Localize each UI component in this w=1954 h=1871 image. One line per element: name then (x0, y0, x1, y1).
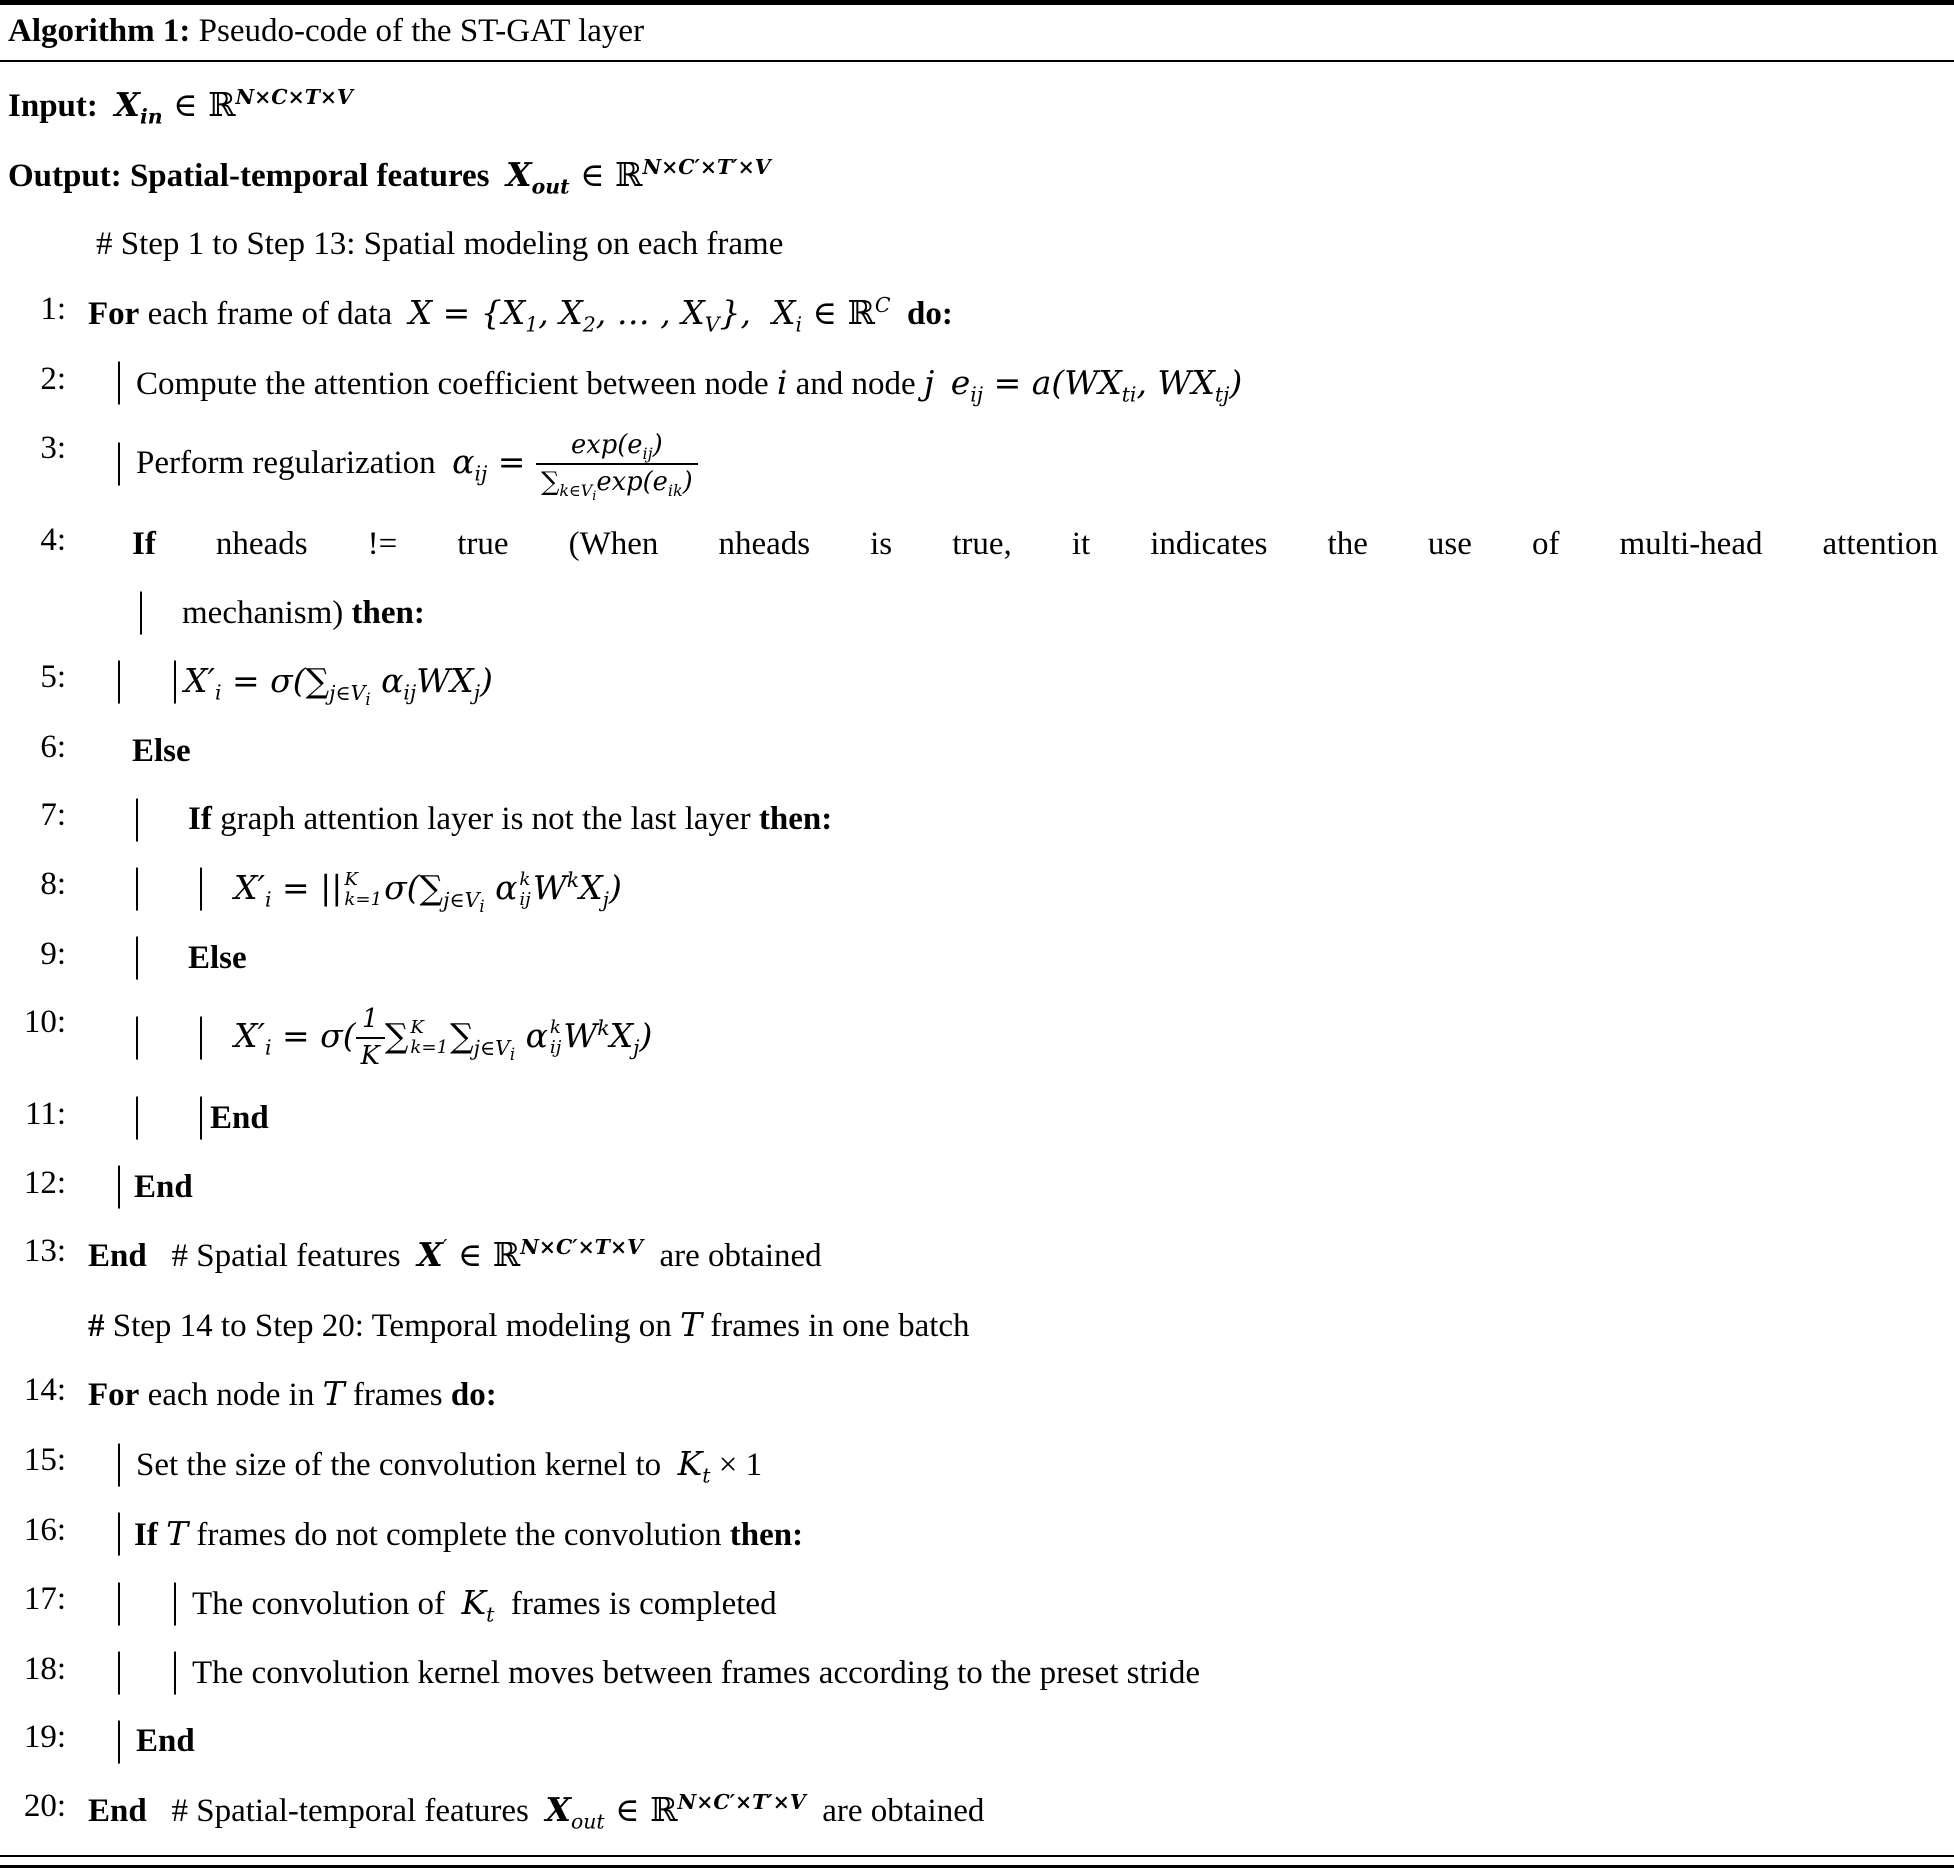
line-text: End # Spatial-temporal features $X_{out}$ ∈ ℝ$^{N\times C'\times T'\times V}$ are obtained (88, 1790, 985, 1834)
line-text: The convolution kernel moves between frames according to the preset stride (192, 1654, 1200, 1691)
line-number: 4: (40, 521, 66, 558)
algo-line (0, 1367, 1954, 1423)
bottom-rule-thick (0, 1865, 1954, 1868)
algorithm-title-text: Pseudo-code of the ST-GAT layer (190, 13, 645, 49)
line-content (88, 1788, 1938, 1834)
line-number: 12: (23, 1164, 66, 1201)
line-content (88, 1372, 1938, 1418)
scope-bar (118, 1720, 120, 1763)
scope-bar (174, 1652, 176, 1695)
line-number: 19: (23, 1719, 66, 1756)
algo-line (0, 586, 1954, 641)
line-content (88, 797, 1938, 842)
line-content (88, 1096, 1938, 1141)
line-content (88, 936, 1938, 981)
line-text: Else (132, 732, 191, 769)
line-content (88, 1512, 1938, 1558)
algo-line (0, 792, 1954, 847)
line-number: 13: (23, 1233, 66, 1270)
scope-bar (118, 1583, 120, 1626)
scope-bar (174, 1583, 176, 1626)
scope-bar (140, 591, 142, 634)
line-text: Perform regularization $\alpha_{ij}$ = $\frac{\exp(e_{ij})}{\sum_{k\in V_i}\exp(e_{ik})}$ (88, 430, 1938, 498)
line-text: Compute the attention coefficient between node i and node j $e_{ij} = a(WX_{ti}$, $WX_{tj}$) (136, 362, 1243, 407)
algo-line (0, 78, 1954, 134)
line-number: 8: (40, 865, 66, 902)
algorithm-title-label: Algorithm 1: (8, 13, 191, 49)
line-number: 11: (25, 1096, 66, 1132)
algo-line (0, 1298, 1954, 1354)
algo-line (0, 999, 1954, 1077)
line-text: Set the size of the convolution kernel to $K_t \times 1$ (136, 1444, 763, 1488)
line-number: 15: (23, 1442, 66, 1479)
algo-line (0, 1437, 1954, 1493)
algo-line (0, 931, 1954, 986)
line-content (8, 83, 1938, 129)
algo-line (0, 1646, 1954, 1701)
algo-line (0, 1714, 1954, 1769)
line-number: 10: (23, 1004, 66, 1041)
scope-bar (118, 1513, 120, 1556)
scope-bar (200, 867, 202, 910)
line-text: If T frames do not complete the convolution then: (134, 1513, 804, 1553)
line-content (88, 222, 1938, 267)
scope-bar (136, 867, 138, 910)
scope-bar (118, 660, 120, 703)
algo-line (0, 654, 1954, 710)
algo-line (0, 1160, 1954, 1215)
algorithm-title (0, 5, 1954, 62)
scope-bar (200, 1097, 202, 1140)
line-content (88, 1651, 1938, 1696)
line-text: If nheads != true (When nheads is true, it indicates the use of multi-head attention (132, 525, 1938, 562)
line-text: End (136, 1723, 195, 1760)
algo-line (0, 148, 1954, 204)
scope-bar (174, 660, 176, 703)
bottom-rule-thin (0, 1855, 1954, 1857)
line-content (8, 153, 1938, 199)
line-content (88, 430, 1938, 505)
line-content (88, 866, 1938, 916)
line-text: $X'_i$ = || K k=1 $\sigma(\sum_{j\in V_i}$ α k ij $W^kX_j$) (234, 867, 622, 916)
line-text: If graph attention layer is not the last layer then: (188, 801, 833, 838)
algo-body (0, 62, 1954, 1855)
scope-bar (118, 362, 120, 405)
algo-line (0, 861, 1954, 917)
line-content (88, 1233, 1938, 1279)
algo-line (0, 517, 1954, 572)
line-content (88, 1004, 1938, 1072)
algo-line (0, 1783, 1954, 1839)
scope-bar (118, 1443, 120, 1486)
line-number: 7: (40, 797, 66, 834)
scope-bar (200, 1017, 202, 1060)
algo-line (0, 356, 1954, 412)
line-number: 20: (23, 1788, 66, 1825)
line-number: 9: (40, 935, 66, 972)
line-content (88, 1581, 1938, 1627)
line-content (88, 591, 1938, 636)
line-text: The convolution of $K_t$ frames is completed (192, 1583, 777, 1627)
line-text: End # Spatial features X′ ∈ ℝ$^{N\times C'\times T\times V}$ are obtained (88, 1235, 822, 1275)
line-text: Else (188, 939, 247, 976)
line-content (88, 729, 1938, 774)
line-number: 1: (40, 290, 66, 327)
line-text: Input: $X_{in}$ ∈ ℝ$^{N\times C\times T\times V}$ (8, 85, 353, 129)
line-text: Output: Spatial-temporal features $X_{out}$ ∈ ℝ$^{N\times C'\times T'\times V}$ (8, 154, 771, 199)
algo-line (0, 1507, 1954, 1563)
algo-line (0, 1576, 1954, 1632)
line-number: 2: (40, 360, 66, 397)
line-text: End (210, 1100, 269, 1136)
line-number: 17: (23, 1581, 66, 1618)
line-number: 6: (40, 728, 66, 765)
scope-bar (136, 798, 138, 841)
line-text: $X'_i = \sigma(\sum_{j\in V_i}$ $\alpha_{ij}WX_j$) (184, 661, 493, 709)
line-content (88, 291, 1938, 337)
line-number: 14: (23, 1372, 66, 1409)
line-text: mechanism) then: (182, 594, 425, 631)
scope-bar (136, 936, 138, 979)
scope-bar (136, 1097, 138, 1140)
line-number: 3: (40, 430, 66, 467)
bottom-rules (0, 1855, 1954, 1871)
algo-line (0, 1228, 1954, 1284)
algo-line (0, 1091, 1954, 1146)
line-text: For each node in T frames do: (88, 1374, 497, 1414)
line-content (88, 1165, 1938, 1210)
line-text: # Step 1 to Step 13: Spatial modeling on each frame (96, 226, 784, 263)
line-text: End (134, 1168, 193, 1205)
line-number: 16: (23, 1511, 66, 1548)
algo-line (0, 286, 1954, 342)
line-content (88, 361, 1938, 407)
line-number: 5: (40, 659, 66, 696)
line-content (88, 1719, 1938, 1764)
scope-bar (136, 1017, 138, 1060)
line-number: 18: (23, 1650, 66, 1687)
algo-line (0, 724, 1954, 779)
scope-bar (118, 1165, 120, 1208)
scope-bar (118, 1652, 120, 1695)
algo-line (0, 425, 1954, 503)
line-text: $X'_i = \sigma$( $\frac{1}{K}$ ∑ K k=1 $\sum_{j\in V_i}$ α k ij $W^kX_j$) (234, 1004, 653, 1072)
algo-line (0, 217, 1954, 272)
line-text: # Step 14 to Step 20: Temporal modeling on T frames in one batch (88, 1304, 970, 1344)
line-content (88, 1442, 1938, 1488)
line-content (88, 659, 1938, 709)
line-content (88, 1303, 1938, 1349)
line-content (88, 522, 1938, 567)
scope-bar (118, 443, 120, 486)
line-text: For each frame of data $X = \{X_1$, $X_2$, … , $X_V$}, $X_i$ ∈ ℝ$^C$ do: (88, 292, 953, 337)
